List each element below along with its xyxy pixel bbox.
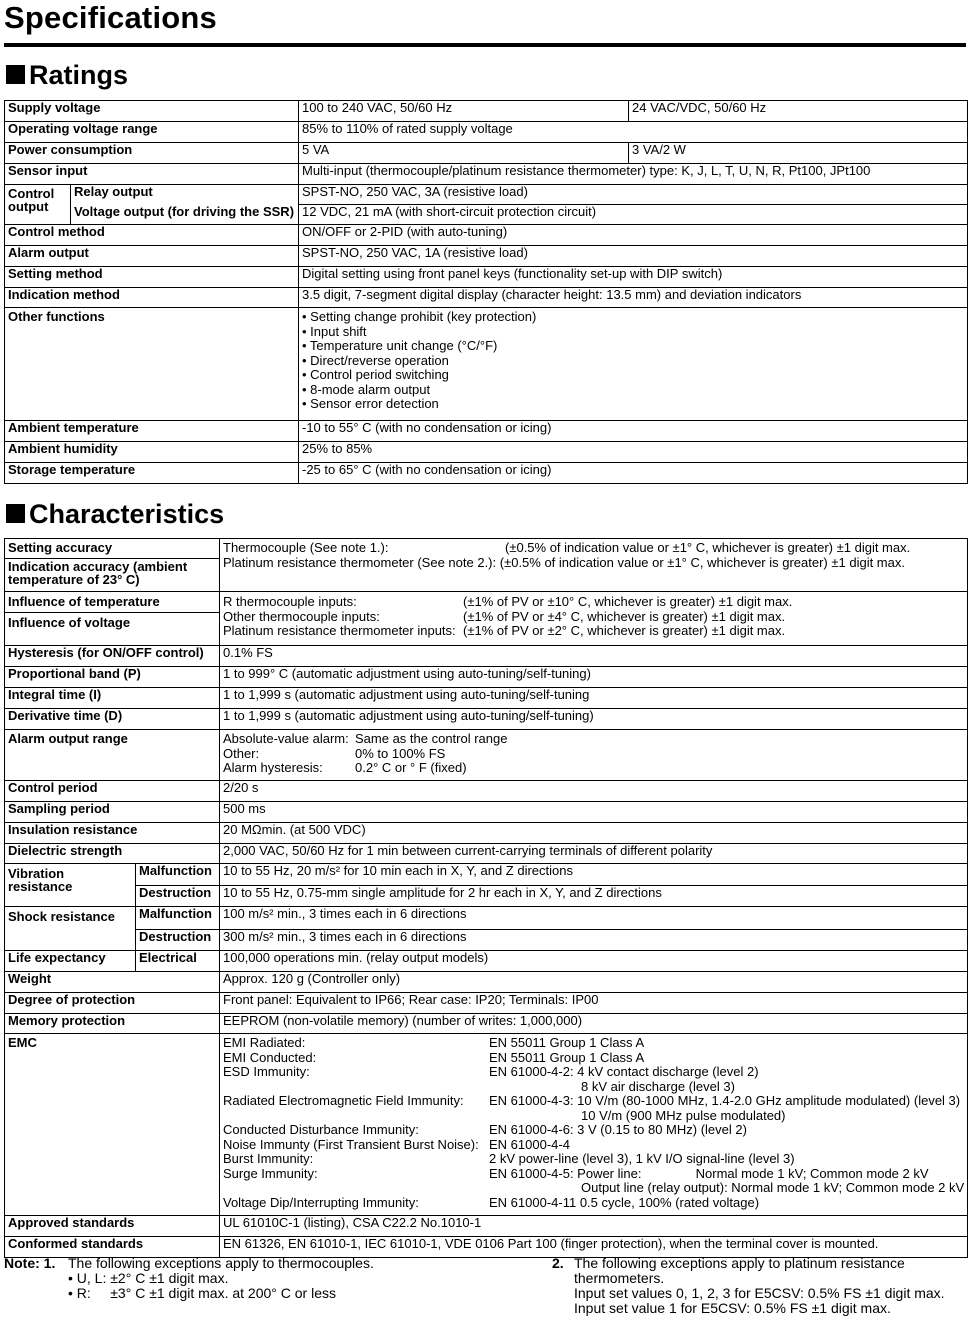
emc-list [220,1034,968,1216]
table-row: Operating voltage range 85% to 110% of rated supply voltage [5,122,968,143]
table-row: Alarm output SPST-NO, 250 VAC, 1A (resistive load) [5,246,968,267]
table-row: Control period 2/20 s [5,781,968,802]
table-row: Control output Relay output SPST-NO, 250 VAC, 3A (resistive load) [5,185,968,205]
table-row: Alarm output range Absolute-value alarm: Same as the control range Other: 0% to 100% FS Alarm hysteresis: 0.2° C or ° F (fixed) [5,730,968,781]
table-row: Hysteresis (for ON/OFF control) 0.1% FS [5,646,968,667]
table-row: Proportional band (P) 1 to 999° C (automatic adjustment using auto-tuning/self-tuning) [5,667,968,688]
table-row: Destruction 300 m/s² min., 3 times each in 6 directions [5,930,968,951]
emc-line: 8 kV air discharge (level 3) [581,1078,735,1094]
table-row: Weight Approx. 120 g (Controller only) [5,972,968,993]
list-item: • 8-mode alarm output [302,381,431,397]
table-row: Shock resistance Malfunction 100 m/s² min., 3 times each in 6 directions [5,907,968,930]
table-row: Insulation resistance 20 MΩmin. (at 500 VDC) [5,823,968,844]
table-row: Influence of temperature Influence of voltage R thermocouple inputs: (±1% of PV or ±10° C, whichever is greater) ±1 digit max. Other thermocouple inputs: (±1% of PV or ±4° C, whichever is greater) ±1 digit max. Platinum resistance thermometer inputs: (±1% of PV or ±2° C, whichever is greater) ±1 digit max. [5,592,968,646]
note-1: Note: 1. The following exceptions apply to thermocouples. • U, L: ±2° C ±1 digit max. • R: ±3° C ±1 digit max. at 200° C or less [4,1255,374,1301]
table-row: Sampling period 500 ms [5,802,968,823]
list-item: • Sensor error detection [302,396,439,411]
table-row: Memory protection EEPROM (non-volatile memory) (number of writes: 1,000,000) [5,1014,968,1034]
list-item: • Input shift [302,323,367,339]
table-row: Degree of protection Front panel: Equivalent to IP66; Rear case: IP20; Terminals: IP00 [5,993,968,1014]
list-item: • Setting change prohibit (key protection) [302,309,537,324]
table-row: Setting method Digital setting using front panel keys (functionality set-up with DIP switch) [5,267,968,288]
emc-line: Conducted Disturbance Immunity: EN 61000-4-6: 3 V (0.15 to 80 MHz) (level 2) [223,1122,747,1137]
table-row: Life expectancy Electrical 100,000 operations min. (relay output models) [5,951,968,972]
table-row: Other functions • Setting change prohibit (key protection) • Input shift • Temperature unit change (°C/°F) • Direct/reverse operation • Control period switching • 8-mode alarm output • Sensor error detection [5,308,968,421]
table-row: Setting accuracy Indication accuracy (ambient temperature of 23° C) Thermocouple (See note 1.): (±0.5% of indication value or ±1° C, whichever is greater) ±1 digit max. Platinum resistance thermometer (See note 2.): (±0.5% of indication value or ±1° C, whichever is greater) ±1 digit max. [5,539,968,592]
note-2: 2. The following exceptions apply to platinum resistance thermometers. Input set values 0, 1, 2, 3 for E5CSV: 0.5% FS ±1 digit max. Input set value 1 for E5CSV: 0.5% FS ±1 digit max. [552,1255,945,1316]
emc-line: Radiated Electromagnetic Field Immunity: EN 61000-4-3: 10 V/m (80-1000 MHz, 1.4-2.0 GHz amplitude modulated) (level 3) [223,1093,961,1108]
emc-line: Voltage Dip/Interrupting Immunity: EN 61000-4-11 0.5 cycle, 100% (rated voltage) [223,1194,760,1210]
table-row: Voltage output (for driving the SSR) 12 VDC, 21 mA (with short-circuit protection circuit) [5,205,968,225]
ratings-table [4,100,968,484]
square-bullet-icon [6,504,25,523]
table-row: Vibration resistance Malfunction 10 to 55 Hz, 20 m/s² for 10 min each in X, Y, and Z directions [5,864,968,886]
table-row: EMC EMI Radiated: EN 55011 Group 1 Class A EMI Conducted: EN 55011 Group 1 Class A ESD Immunity: EN 61000-4-2: 4 kV contact discharge (level 2) 8 kV air discharge (level 3) Radiated Electromagnetic Field Immunity: EN 61000-4-3: 10 V/m (80-1000 MHz, 1.4-2.0 GHz amplitude modulated) (level 3) 10 V/m (900 MHz pulse modulated) Conducted Disturbance Immunity: EN 61000-4-6: 3 V (0.15 to 80 MHz) (level 2) Noise Immunty (First Transient Burst Noise): EN 61000-4-4 Burst Immunity: 2 kV power-line (level 3), 1 kV I/O signal-line (level 3) Surge Immunity: EN 61000-4-5: Power line: Normal mode 1 kV; Common mode 2 kV Output line (relay output): Normal mode 1 kV; Common mode 2 kV Voltage Dip/Interrupting Immunity: EN 61000-4-11 0.5 cycle, 100% (rated voltage) [5,1034,968,1216]
table-row: Indication method 3.5 digit, 7-segment digital display (character height: 13.5 mm) and deviation indicators [5,288,968,308]
emc-line: ESD Immunity: EN 61000-4-2: 4 kV contact discharge (level 2) [223,1064,759,1079]
emc-line: Burst Immunity: 2 kV power-line (level 3), 1 kV I/O signal-line (level 3) [223,1151,795,1166]
list-item: • Direct/reverse operation [302,352,449,368]
table-row: Storage temperature -25 to 65° C (with no condensation or icing) [5,463,968,484]
title-rule [4,43,966,47]
characteristics-table [4,538,968,1258]
emc-line: Surge Immunity: EN 61000-4-5: Power line: Normal mode 1 kV; Common mode 2 kV [223,1165,929,1181]
table-row: Approved standards UL 61010C-1 (listing), CSA C22.2 No.1010-1 [5,1216,968,1237]
emc-line: Output line (relay output): Normal mode 1 kV; Common mode 2 kV [581,1180,965,1195]
list-item: • Temperature unit change (°C/°F) [302,338,498,353]
table-row: Control method ON/OFF or 2-PID (with auto-tuning) [5,225,968,246]
square-bullet-icon [6,65,25,84]
table-row: Ambient humidity 25% to 85% [5,442,968,463]
list-item: • Control period switching [302,367,449,382]
table-row: Supply voltage 100 to 240 VAC, 50/60 Hz 24 VAC/VDC, 50/60 Hz [5,101,968,122]
table-row: Power consumption 5 VA 3 VA/2 W [5,143,968,164]
table-row: Conformed standards EN 61326, EN 61010-1, IEC 61010-1, VDE 0106 Part 100 (finger protection), when the terminal cover is mounted. [5,1237,968,1258]
table-row: Sensor input Multi-input (thermocouple/platinum resistance thermometer) type: K, J, L, T, U, N, R, Pt100, JPt100 [5,164,968,185]
emc-line: Noise Immunty (First Transient Burst Noise): EN 61000-4-4 [223,1136,570,1152]
ratings-heading: Ratings [6,60,128,91]
table-row: Destruction 10 to 55 Hz, 0.75-mm single amplitude for 2 hr each in X, Y, and Z directions [5,886,968,907]
table-row: Integral time (I) 1 to 1,999 s (automatic adjustment using auto-tuning/self-tuning [5,688,968,709]
characteristics-heading: Characteristics [6,499,224,530]
table-row: Dielectric strength 2,000 VAC, 50/60 Hz for 1 min between current-carrying terminals of different polarity [5,844,968,864]
table-row: Ambient temperature -10 to 55° C (with no condensation or icing) [5,421,968,442]
emc-line: 10 V/m (900 MHz pulse modulated) [581,1107,786,1123]
table-row: Derivative time (D) 1 to 1,999 s (automatic adjustment using auto-tuning/self-tuning) [5,709,968,730]
emc-line: EMI Radiated: EN 55011 Group 1 Class A [223,1035,645,1050]
emc-line: EMI Conducted: EN 55011 Group 1 Class A [223,1049,645,1065]
other-functions-list [299,308,968,421]
page-title: Specifications [4,0,217,35]
